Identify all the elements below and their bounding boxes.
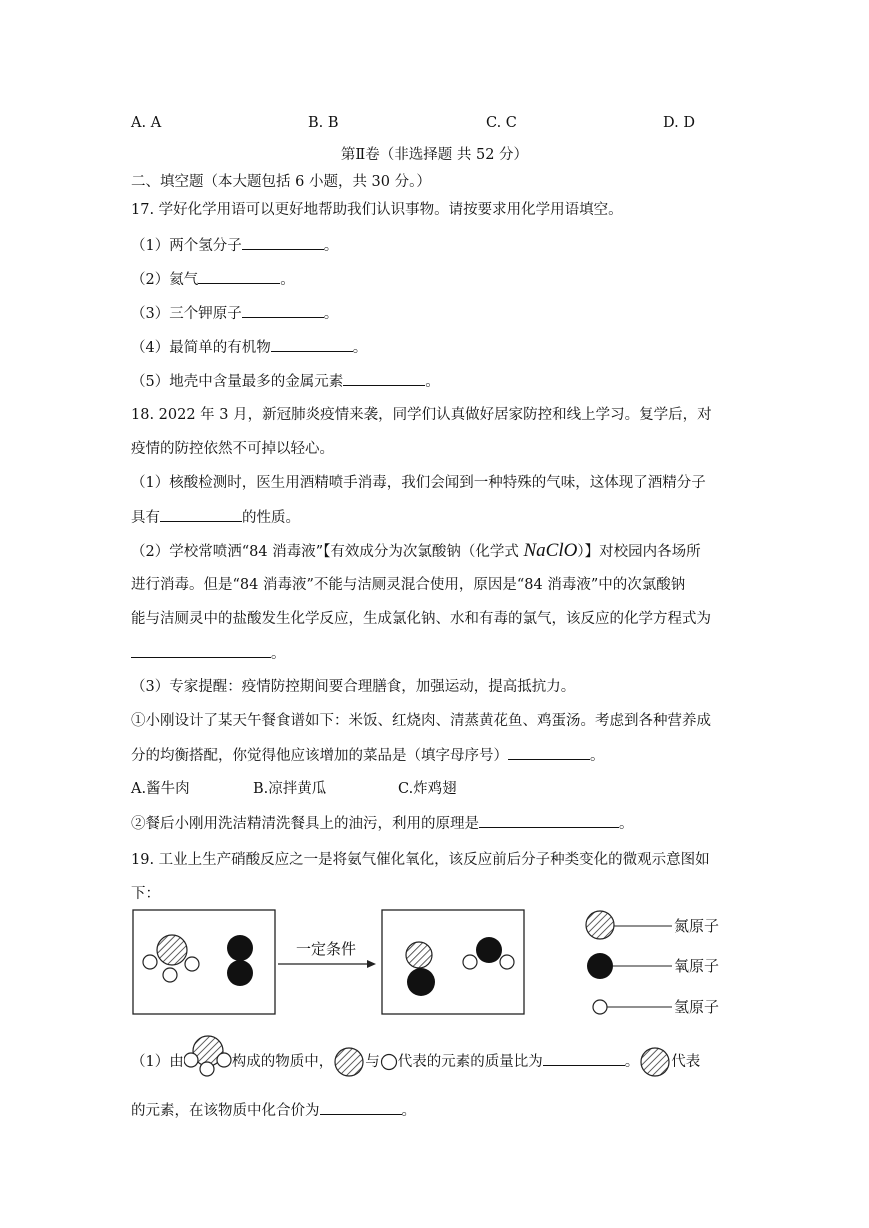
q18-part2-line-1: （2）学校常喷洒“84 消毒液”【有效成分为次氯酸钠（化学式 NaClO）】对校园内各场所 [131,540,701,561]
q18-part2-line-4: 。 [131,643,286,664]
chemical-formula: NaClO [523,540,578,561]
q18-part1-line-1: （1）核酸检测时，医生用酒精喷手消毒，我们会闻到一种特殊的气味，这体现了酒精分子 [131,475,706,491]
svg-text:氢原子: 氢原子 [674,998,720,1016]
option-b: B. B [308,115,339,131]
option-c: C. C [486,115,517,131]
q19-line-2: 下： [131,886,160,902]
answer-blank[interactable] [543,1051,625,1066]
q18-part3b: ②餐后小刚用洗洁精清洗餐具上的油污，利用的原理是 。 [131,813,634,834]
q17-item-4: （4）最简单的有机物 。 [131,337,367,358]
legend-nitrogen [586,911,719,939]
q17-item-2: （2）氦气 。 [131,269,295,290]
q19-line-1: 19. 工业上生产硝酸反应之一是将氨气催化氧化，该反应前后分子种类变化的微观示意图如 [131,852,710,868]
q18-part3a-line-2: 分的均衡搭配，你觉得他应该增加的菜品是（填字母序号） 。 [131,745,605,766]
svg-text:氮原子: 氮原子 [674,917,720,935]
q18-part3: （3）专家提醒：疫情防控期间要合理膳食，加强运动，提高抵抗力。 [131,679,576,695]
section-title: 第Ⅱ卷（非选择题 共 52 分） [340,147,529,163]
q18-choice-c: C.炸鸡翅 [398,781,457,797]
ammonia-molecule-icon [184,1033,232,1077]
nitrogen-atom-icon [333,1046,365,1078]
answer-blank[interactable] [320,1100,402,1115]
part-title: 二、填空题（本大题包括 6 小题，共 30 分。） [131,174,431,190]
option-a: A. A [131,115,162,131]
q17-item-1: （1）两个氢分子 。 [131,235,338,256]
q18-part3a-line-1: ①小刚设计了某天午餐食谱如下：米饭、红烧肉、清蒸黄花鱼、鸡蛋汤。考虑到各种营养成 [131,713,711,729]
hydrogen-atom-icon [380,1053,398,1071]
option-d: D. D [663,115,695,131]
svg-text:氧原子: 氧原子 [674,957,720,975]
legend-oxygen [587,953,719,979]
q18-part1-line-2: 具有 的性质。 [131,507,300,528]
q17-item-3: （3）三个钾原子 。 [131,303,338,324]
q18-choice-b: B.凉拌黄瓜 [253,781,327,797]
q17-stem: 17. 学好化学用语可以更好地帮助我们认识事物。请按要求用化学用语填空。 [131,202,623,218]
q18-line-1: 18. 2022 年 3 月，新冠肺炎疫情来袭，同学们认真做好居家防控和线上学习。复学后，对 [131,407,712,423]
q18-choice-a: A.酱牛肉 [131,781,190,797]
q18-part2-line-2: 进行消毒。但是“84 消毒液”不能与洁厕灵混合使用，原因是“84 消毒液”中的次氯酸钠 [131,577,686,593]
q19-sub1-line-1: （1）由 构成的物质中， 与 代表的元素的质量比为 。 代表 [131,1046,700,1078]
q19-sub1-line-2: 的元素，在该物质中化合价为 。 [131,1100,416,1121]
q17-item-5: （5）地壳中含量最多的金属元素 。 [131,371,440,392]
q18-line-2: 疫情的防控依然不可掉以轻心。 [131,441,334,457]
nitrogen-atom-icon [639,1046,671,1078]
arrow-label: 一定条件 [296,940,357,958]
legend-hydrogen [593,998,719,1016]
q18-part2-line-3: 能与洁厕灵中的盐酸发生化学反应，生成氯化钠、水和有毒的氯气，该反应的化学方程式为 [131,611,711,627]
